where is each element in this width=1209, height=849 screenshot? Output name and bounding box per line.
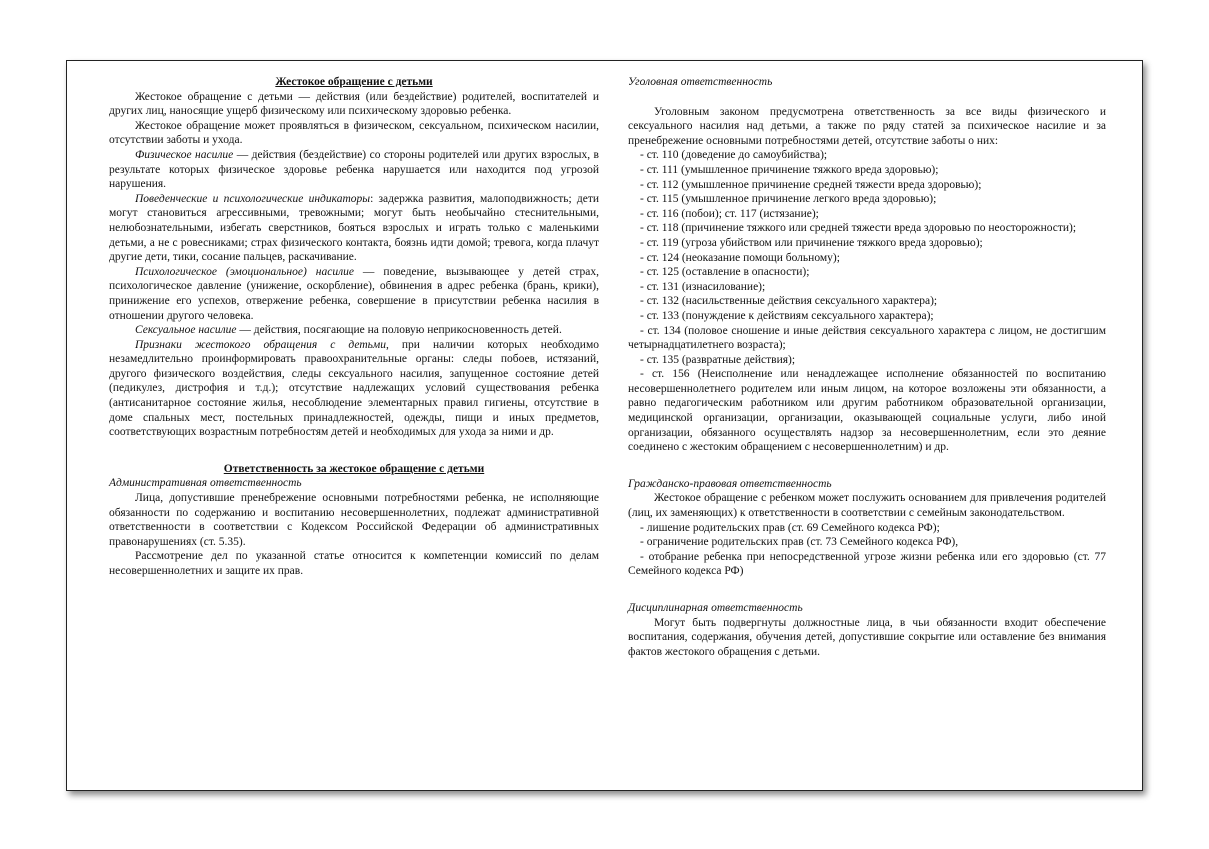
list-item: - ст. 115 (умышленное причинение легкого вреда здоровью); <box>640 193 937 206</box>
list-item: - ст. 119 (угроза убийством или причинение тяжкого вреда здоровью); <box>640 236 983 249</box>
list-item: - ст. 133 (понуждение к действиям сексуального характера); <box>640 309 934 322</box>
right-column <box>628 75 1106 659</box>
paragraph-commission: Рассмотрение дел по указанной статье относится к компетенции комиссий по делам несовершеннолетних и защите их прав. <box>109 550 599 577</box>
subheading-disciplinary: Дисциплинарная ответственность <box>628 602 803 614</box>
term-physical: Физическое насилие <box>135 148 234 161</box>
paragraph-forms: Жестокое обращение может проявляться в физическом, сексуальном, психическом насилии, отсутствии заботы и ухода. <box>109 119 599 147</box>
term-signs: Признаки жестокого обращения с детьми <box>135 338 386 351</box>
list-item: - ст. 118 (причинение тяжкого или средней тяжести вреда здоровью по неосторожности); <box>640 222 1077 235</box>
list-item: - ст. 111 (умышленное причинение тяжкого вреда здоровью); <box>640 163 939 176</box>
paragraph-civil: Жестокое обращение с ребенком может послужить основанием для привлечения родителей (лиц, их заменяющих) к ответственности в соответствии с семейным законодательством. <box>628 492 1106 520</box>
paragraph-criminal-intro: Уголовным законом предусмотрена ответственность за все виды физического и сексуального насилия над детьми, а также по ряду статей за психическое насилие и за пренебрежение основными потребностями детей, отсутствие заботы о них: <box>628 105 1106 147</box>
document-page <box>66 60 1143 791</box>
list-item: - ст. 112 (умышленное причинение средней тяжести вреда здоровью); <box>640 178 982 191</box>
subheading-civil: Гражданско-правовая ответственность <box>628 477 832 490</box>
subheading-administrative: Административная ответственность <box>109 477 302 490</box>
main-title: Жестокое обращение с детьми <box>275 76 433 88</box>
paragraph-sexual: Сексуальное насилие — действия, посягающие на половую неприкосновенность детей. <box>135 324 562 337</box>
paragraph-disciplinary: Могут быть подвергнуты должностные лица, в чьи обязанности входит обеспечение воспитания, содержания, обучения детей, допустившие сокрытие или оставление без внимания фактов жестокого обращения с детьми. <box>628 616 1106 658</box>
list-item: - ст. 131 (изнасилование); <box>640 280 766 293</box>
list-item: - ст. 156 (Неисполнение или ненадлежащее исполнение обязанностей по воспитанию несовершеннолетнего родителем или иным лицом, на которое возложены эти обязанности, а равно педагогическим работником или другим работником образовательной организации, медицинской организации, организации, оказывающей социальные услуги, либо иной организации, обязанного осуществлять надзор за несовершеннолетним, если это деяние соединено с жестоким обращением с несовершеннолетним) и др. <box>628 368 1106 454</box>
list-item: - отобрание ребенка при непосредственной угрозе жизни ребенка или его здоровью (ст. 77 Семейного кодекса РФ) <box>628 550 1106 578</box>
list-item: - ст. 135 (развратные действия); <box>640 353 796 366</box>
paragraph-psychological: Психологическое (эмоциональное) насилие — поведение, вызывающее у детей страх, психологическое давление (унижение, оскорбление), обвинения в адрес ребенка (брань, крики), принижение его успехов, отвержение ребенка, совершение в присутствии ребенка насилия в отношении другого человека. <box>109 265 599 322</box>
list-item: - ст. 125 (оставление в опасности); <box>640 266 810 279</box>
articles-list <box>628 148 1106 454</box>
list-item: - ст. 124 (неоказание помощи больному); <box>640 251 840 264</box>
paragraph-physical: Физическое насилие — действия (бездействие) со стороны родителей или других взрослых, в результате которых физическое здоровье ребенка нарушается или находится под угрозой нарушения. <box>109 148 599 191</box>
subheading-criminal: Уголовная ответственность <box>628 76 773 88</box>
list-item: - лишение родительских прав (ст. 69 Семейного кодекса РФ); <box>640 521 940 534</box>
left-column <box>109 75 599 579</box>
list-item: - ст. 132 (насильственные действия сексуального характера); <box>640 295 938 308</box>
list-item: - ст. 116 (побои); ст. 117 (истязание); <box>640 207 819 220</box>
paragraph-indicators: Поведенческие и психологические индикаторы: задержка развития, малоподвижность; дети могут становиться агрессивными, тревожными; могут быть необычайно стеснительными, нелюбознательными, избегать сверстников, бояться взрослых и играть только с маленькими детьми, а не с ровесниками; страх физического контакта, боязнь идти домой; тревога, когда плачут другие дети, тики, сосание пальцев, раскачивание. <box>109 192 600 264</box>
term-psychological: Психологическое (эмоциональное) насилие <box>135 265 354 278</box>
list-item: - ограничение родительских прав (ст. 73 Семейного кодекса РФ), <box>640 536 959 549</box>
term-sexual: Сексуальное насилие <box>135 324 237 337</box>
civil-list <box>628 521 1106 579</box>
responsibility-title: Ответственность за жестокое обращение с детьми <box>223 462 485 475</box>
paragraph-definition: Жестокое обращение с детьми — действия (или бездействие) родителей, воспитателей и других лиц, наносящие ущерб физическому или психическому здоровью ребенка. <box>109 90 599 118</box>
paragraph-administrative: Лица, допустившие пренебрежение основными потребностями ребенка, не исполняющие обязанности по содержанию и воспитанию несовершеннолетних, подлежат административной ответственности в соответствии с Кодексом Российской Федерации об административных правонарушениях (ст. 5.35). <box>109 492 599 548</box>
paragraph-signs: Признаки жестокого обращения с детьми, при наличии которых необходимо незамедлительно проинформировать правоохранительные органы: следы побоев, истязаний, другого физического воздействия, следы сексуального насилия, запущенное состояние детей (педикулез, дистрофия и т.д.); отсутствие надлежащих условий существования ребенка (антисанитарное состояние жилья, несоблюдение элементарных правил гигиены, отсутствие в доме спальных мест, постельных принадлежностей, одежды, пищи и иных предметов, соответствующих возрастным потребностям детей и необходимых для ухода за ними и др. <box>109 338 599 439</box>
term-indicators: Поведенческие и психологические индикаторы <box>135 192 371 205</box>
list-item: - ст. 110 (доведение до самоубийства); <box>640 149 828 162</box>
list-item: - ст. 134 (половое сношение и иные действия сексуального характера с лицом, не достигшим четырнадцатилетнего возраста); <box>628 324 1106 352</box>
